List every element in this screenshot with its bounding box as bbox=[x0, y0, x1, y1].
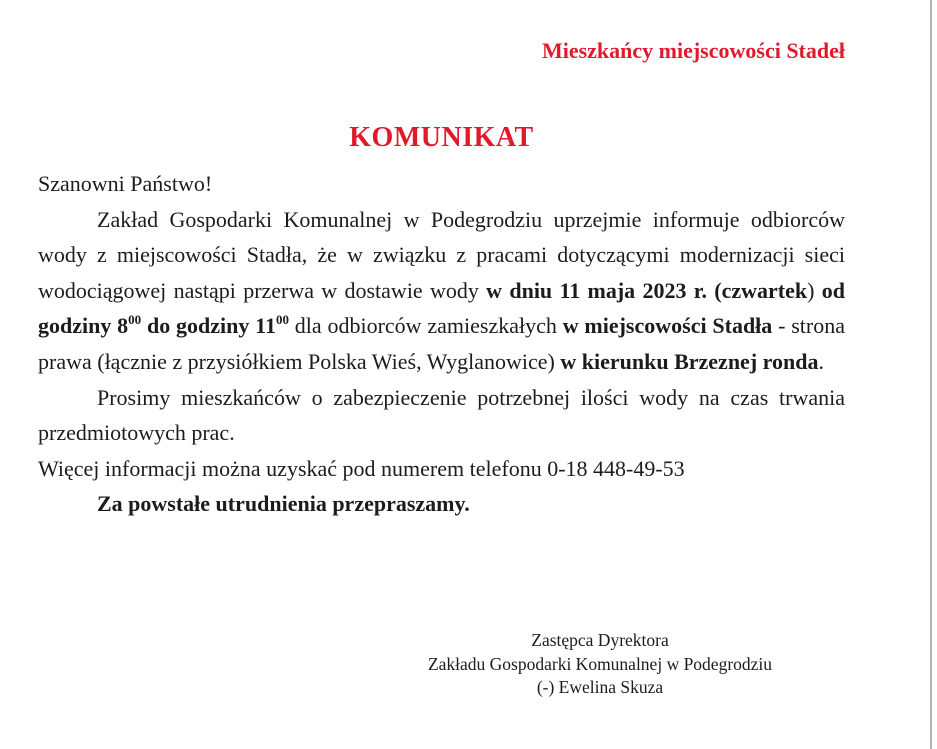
paragraph-main-notice: Zakład Gospodarki Komunalnej w Podegrodziu uprzejmie informuje odbiorców wody z miejscowości Stadła, że w związku z pracami dotyczącymi modernizacji sieci wodociągowej nastąpi przerwa w dostawie wody w dniu 11 maja 2023 r. (czwartek) od godziny $8^{00}$ do godziny $11^{00}$ dla odbiorców zamieszkałych w miejscowości Stadła - strona prawa (łącznie z przysiółkiem Polska Wieś, Wyglanowice) w kierunku Brzeznej ronda. bbox=[38, 206, 846, 374]
signature-role: Zastępca Dyrektora bbox=[531, 630, 669, 650]
signature-block bbox=[350, 629, 850, 700]
paragraph-apology: Za powstałe utrudnienia przepraszamy. bbox=[97, 491, 470, 517]
document-title: KOMUNIKAT bbox=[349, 122, 534, 153]
page-edge-line bbox=[930, 0, 932, 749]
signature-organization: Zakładu Gospodarki Komunalnej w Podegrodziu bbox=[427, 653, 773, 674]
salutation: Szanowni Państwo! bbox=[38, 171, 213, 196]
document-body bbox=[38, 166, 845, 522]
signature-name: (-) Ewelina Skuza bbox=[536, 677, 664, 697]
paragraph-phone-info: Więcej informacji można uzyskać pod numerem telefonu 0-18 448-49-53 bbox=[38, 455, 685, 481]
addressee-line: Mieszkańcy miejscowości Stadeł bbox=[541, 38, 845, 63]
paragraph-water-request: Prosimy mieszkańców o zabezpieczenie potrzebnej ilości wody na czas trwania przedmiotowych prac. bbox=[38, 384, 845, 446]
